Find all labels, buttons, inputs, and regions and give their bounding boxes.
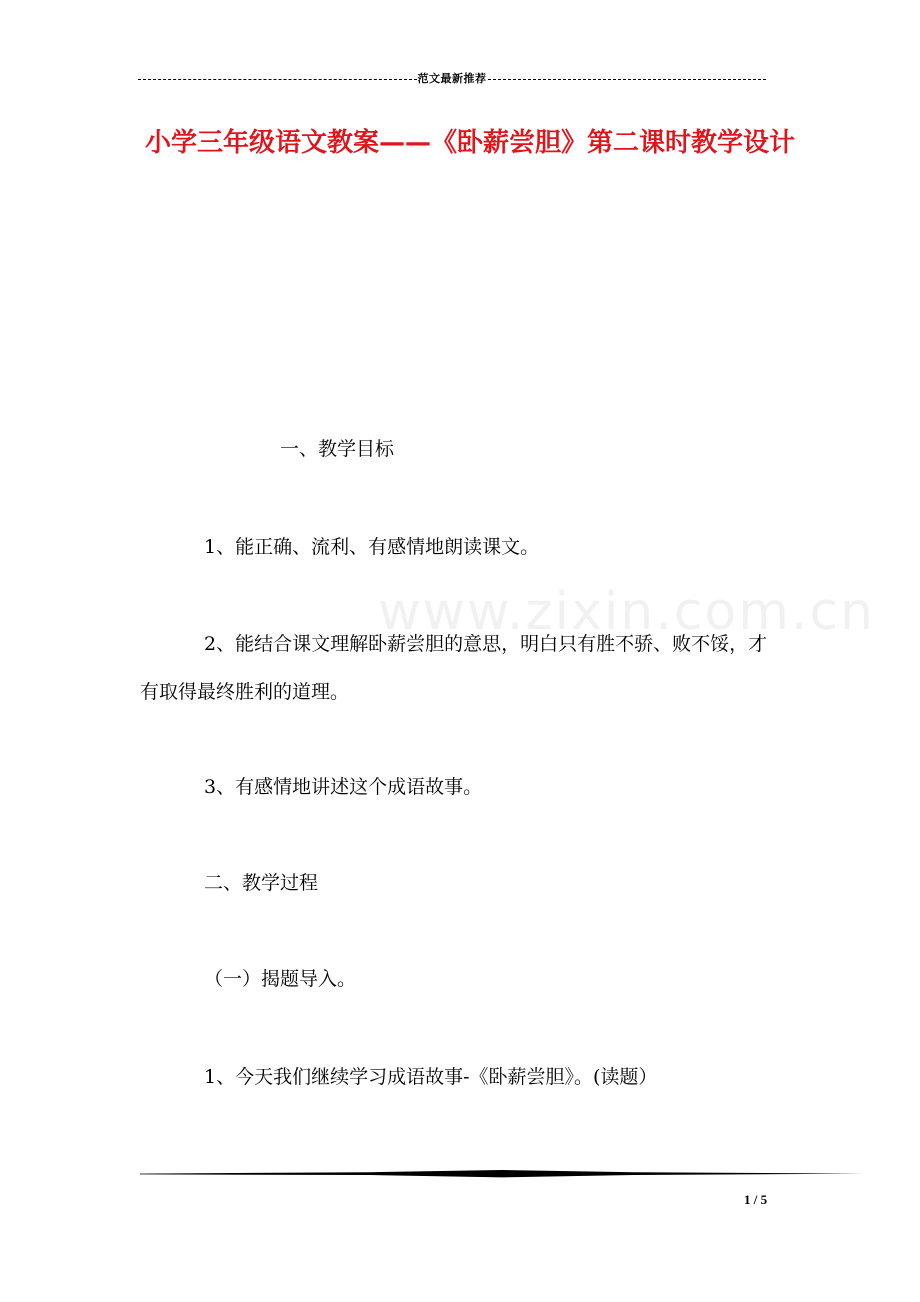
document-title: 小学三年级语文教案——《卧薪尝胆》第二课时教学设计 bbox=[144, 128, 795, 158]
watermark: www.zixin.com.cn bbox=[378, 582, 875, 642]
header-dashes-left bbox=[138, 79, 417, 80]
step-heading-1: （一）揭题导入。 bbox=[204, 968, 357, 990]
section-heading-process: 二、教学过程 bbox=[204, 872, 319, 894]
goal-item-1: 1、能正确、流利、有感情地朗读课文。 bbox=[204, 536, 540, 558]
goal-item-2: 2、能结合课文理解卧薪尝胆的意思，明白只有胜不骄、败不馁，才有取得最终胜利的道理。 bbox=[140, 633, 768, 703]
section-heading-goals: 一、教学目标 bbox=[280, 438, 395, 460]
page-number: 1 / 5 bbox=[744, 1192, 768, 1207]
goal-item-3: 3、有感情地讲述这个成语故事。 bbox=[204, 776, 483, 798]
header-dashes-right bbox=[488, 79, 767, 80]
page-header bbox=[138, 68, 766, 88]
header-text: 范文最新推荐 bbox=[417, 73, 487, 85]
footer-rule bbox=[140, 1168, 864, 1180]
step-item-1: 1、今天我们继续学习成语故事-《卧薪尝胆》。(读题） bbox=[204, 1066, 658, 1088]
